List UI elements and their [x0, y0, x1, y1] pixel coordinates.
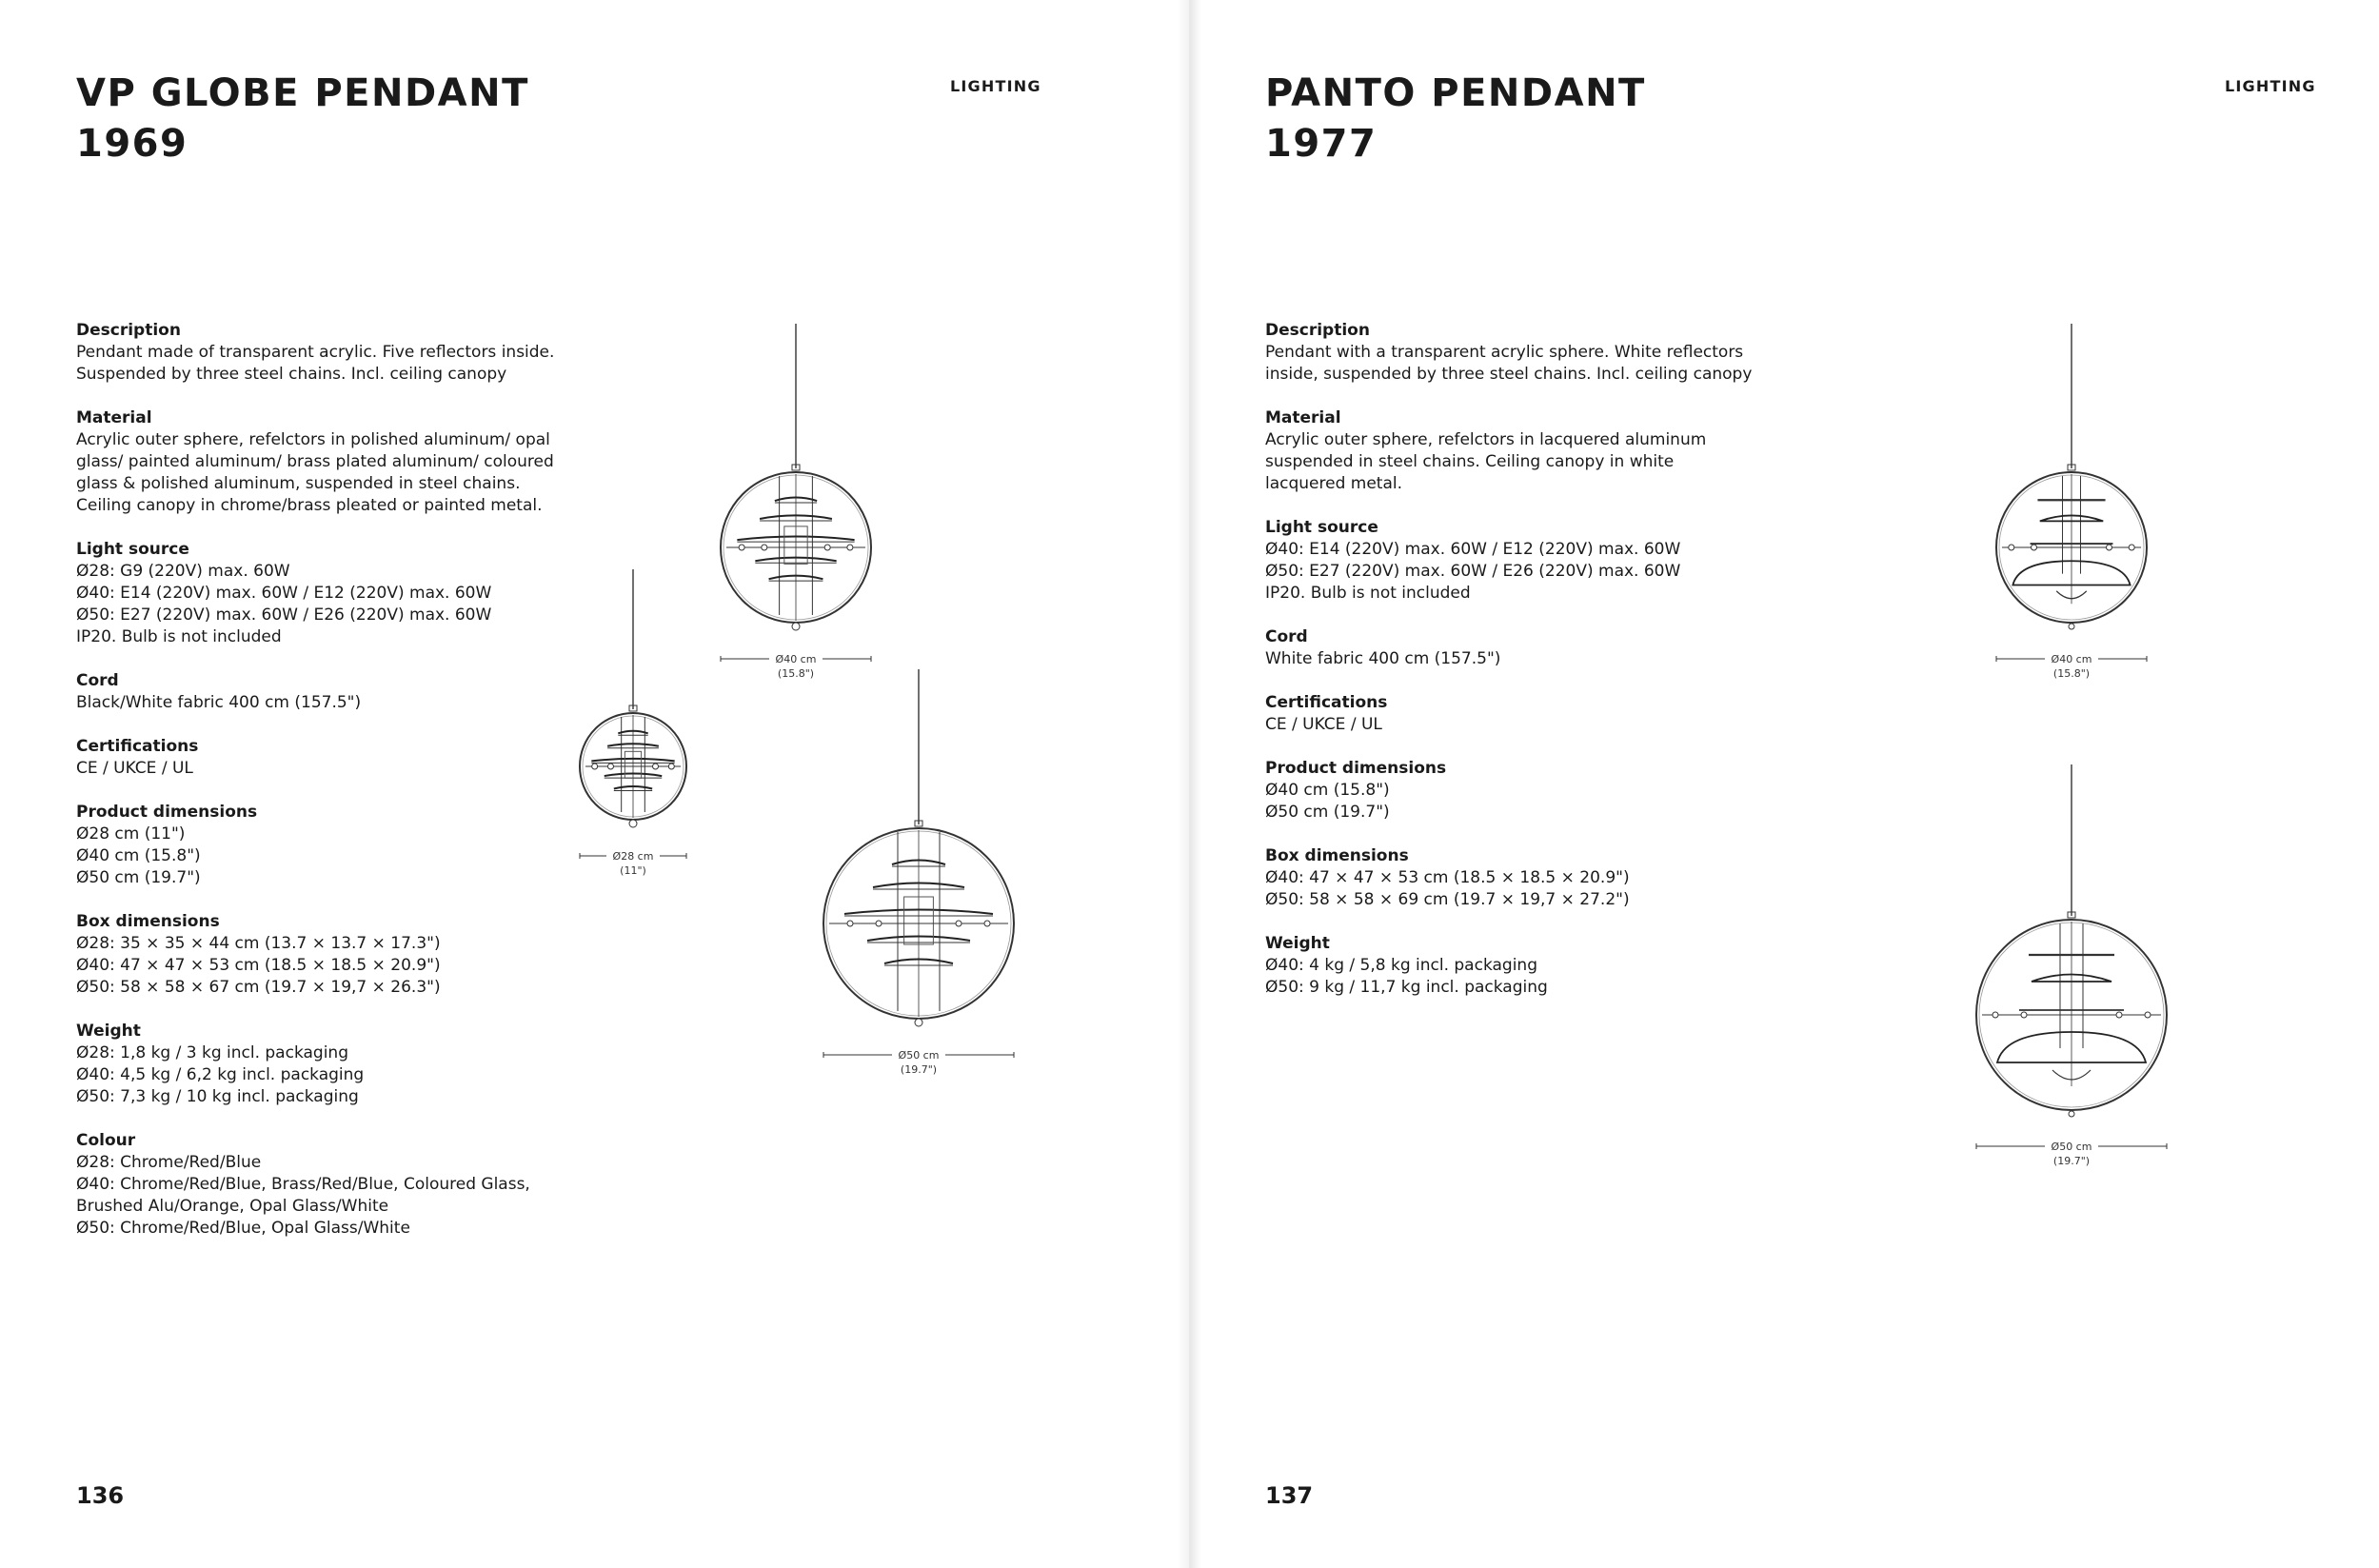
bar-knob: [2021, 1012, 2027, 1018]
bottom-finial: [915, 1019, 922, 1026]
spec-line: Pendant with a transparent acrylic sphere. White reflectors: [1265, 343, 1744, 362]
spec-line: glass & polished aluminum, suspended in steel chains.: [76, 474, 521, 493]
spec-label: Description: [76, 321, 181, 340]
bottom-finial: [2069, 1111, 2074, 1117]
spec-line: Ø40: 4,5 kg / 6,2 kg incl. packaging: [76, 1065, 365, 1084]
spec-line: White fabric 400 cm (157.5"): [1265, 649, 1501, 668]
spec-line: suspended in steel chains. Ceiling canopy in white: [1265, 452, 1675, 471]
page-number: 136: [76, 1482, 125, 1509]
spec-label: Light source: [1265, 518, 1378, 537]
bar-knob: [2009, 545, 2014, 550]
dimension-label-inch: (19.7"): [900, 1063, 938, 1076]
spec-line: Ø40: E14 (220V) max. 60W / E12 (220V) max. 60W: [76, 584, 492, 603]
spec-line: Ø40: E14 (220V) max. 60W / E12 (220V) max. 60W: [1265, 540, 1681, 559]
spec-line: Ø50 cm (19.7"): [76, 868, 201, 887]
spec-line: Ø50: Chrome/Red/Blue, Opal Glass/White: [76, 1219, 410, 1238]
technical-drawings: [0, 0, 1189, 1568]
bar-knob: [607, 764, 613, 769]
right-page: [1189, 0, 2379, 1568]
dimension-label-cm: Ø50 cm: [2051, 1141, 2092, 1153]
bar-knob: [2032, 545, 2037, 550]
spec-line: Ø40: Chrome/Red/Blue, Brass/Red/Blue, Coloured Glass,: [76, 1175, 530, 1194]
bar-knob: [824, 545, 830, 550]
spec-line: glass/ painted aluminum/ brass plated aluminum/ coloured: [76, 452, 554, 471]
spec-label: Box dimensions: [76, 912, 220, 931]
dimension-label-inch: (11"): [620, 864, 646, 877]
spec-line: Acrylic outer sphere, refelctors in lacquered aluminum: [1265, 430, 1707, 449]
product-name: PANTO PENDANT: [1265, 71, 1646, 115]
bar-knob: [956, 921, 962, 926]
spec-line: Ø40: 47 × 47 × 53 cm (18.5 × 18.5 × 20.9"): [76, 956, 441, 975]
spec-line: IP20. Bulb is not included: [76, 627, 282, 646]
bar-knob: [1992, 1012, 1998, 1018]
category-label: LIGHTING: [950, 77, 1041, 95]
spec-line: lacquered metal.: [1265, 474, 1403, 493]
spec-line: Ø28: 1,8 kg / 3 kg incl. packaging: [76, 1043, 348, 1062]
bar-knob: [653, 764, 659, 769]
bar-knob: [876, 921, 882, 926]
spec-line: inside, suspended by three steel chains. Incl. ceiling canopy: [1265, 365, 1753, 384]
spec-label: Cord: [76, 671, 119, 690]
spec-line: Ø28: Chrome/Red/Blue: [76, 1153, 262, 1172]
spec-line: Ø50: E27 (220V) max. 60W / E26 (220V) max. 60W: [1265, 562, 1681, 581]
spec-label: Box dimensions: [1265, 846, 1409, 865]
technical-drawings: [1189, 0, 2379, 1568]
bar-knob: [984, 921, 990, 926]
spec-line: Ø50: 58 × 58 × 69 cm (19.7 × 19,7 × 27.2"): [1265, 890, 1630, 909]
spec-label: Light source: [76, 540, 189, 559]
dimension-label-cm: Ø28 cm: [612, 850, 654, 863]
bar-knob: [739, 545, 744, 550]
spec-line: Ceiling canopy in chrome/brass pleated or painted metal.: [76, 496, 543, 515]
dimension-label-cm: Ø40 cm: [775, 653, 817, 665]
bar-knob: [592, 764, 598, 769]
spec-line: Acrylic outer sphere, refelctors in polished aluminum/ opal: [76, 430, 550, 449]
spec-line: CE / UKCE / UL: [76, 759, 193, 778]
left-page: [0, 0, 1189, 1568]
spec-label: Product dimensions: [1265, 759, 1447, 778]
product-year: 1977: [1265, 122, 1378, 166]
spec-line: Ø28: 35 × 35 × 44 cm (13.7 × 13.7 × 17.3"): [76, 934, 441, 953]
dimension-label-inch: (19.7"): [2052, 1155, 2091, 1167]
spec-line: Ø50: 7,3 kg / 10 kg incl. packaging: [76, 1087, 359, 1106]
dimension-label-inch: (15.8"): [2052, 667, 2091, 680]
bottom-finial: [2069, 624, 2074, 629]
bar-knob: [668, 764, 674, 769]
spec-line: Ø50: 9 kg / 11,7 kg incl. packaging: [1265, 978, 1548, 997]
spec-line: Ø50 cm (19.7"): [1265, 803, 1390, 822]
spec-line: Pendant made of transparent acrylic. Five reflectors inside.: [76, 343, 555, 362]
spec-label: Colour: [76, 1131, 136, 1150]
spec-line: Ø50: E27 (220V) max. 60W / E26 (220V) max. 60W: [76, 605, 492, 625]
bar-knob: [847, 545, 853, 550]
spec-line: Black/White fabric 400 cm (157.5"): [76, 693, 362, 712]
spec-label: Material: [1265, 408, 1341, 427]
spec-line: IP20. Bulb is not included: [1265, 584, 1471, 603]
spec-line: Ø40 cm (15.8"): [1265, 781, 1390, 800]
page-number: 137: [1265, 1482, 1314, 1509]
product-year: 1969: [76, 122, 188, 166]
bar-knob: [2116, 1012, 2122, 1018]
spec-label: Product dimensions: [76, 803, 258, 822]
bottom-finial: [629, 820, 637, 827]
product-name: VP GLOBE PENDANT: [76, 71, 529, 115]
spec-line: Ø28: G9 (220V) max. 60W: [76, 562, 290, 581]
spec-label: Certifications: [76, 737, 199, 756]
spec-label: Weight: [1265, 934, 1330, 953]
spec-line: Ø40: 47 × 47 × 53 cm (18.5 × 18.5 × 20.9"): [1265, 868, 1630, 887]
spec-line: Ø28 cm (11"): [76, 824, 186, 844]
spec-line: Ø40: 4 kg / 5,8 kg incl. packaging: [1265, 956, 1537, 975]
spec-label: Certifications: [1265, 693, 1388, 712]
spec-label: Weight: [76, 1022, 141, 1041]
bar-knob: [2129, 545, 2134, 550]
spec-line: Ø50: 58 × 58 × 67 cm (19.7 × 19,7 × 26.3"): [76, 978, 441, 997]
bar-knob: [2107, 545, 2112, 550]
bottom-finial: [792, 623, 800, 630]
spec-label: Description: [1265, 321, 1370, 340]
bar-knob: [2145, 1012, 2151, 1018]
spec-line: CE / UKCE / UL: [1265, 715, 1382, 734]
category-label: LIGHTING: [2225, 77, 2316, 95]
spec-line: Brushed Alu/Orange, Opal Glass/White: [76, 1197, 389, 1216]
bar-knob: [762, 545, 767, 550]
bar-knob: [847, 921, 853, 926]
dimension-label-cm: Ø50 cm: [898, 1049, 940, 1062]
spec-line: Ø40 cm (15.8"): [76, 846, 201, 865]
dimension-label-cm: Ø40 cm: [2051, 653, 2092, 665]
spec-label: Material: [76, 408, 152, 427]
spec-line: Suspended by three steel chains. Incl. ceiling canopy: [76, 365, 507, 384]
dimension-label-inch: (15.8"): [777, 667, 815, 680]
spec-label: Cord: [1265, 627, 1308, 646]
